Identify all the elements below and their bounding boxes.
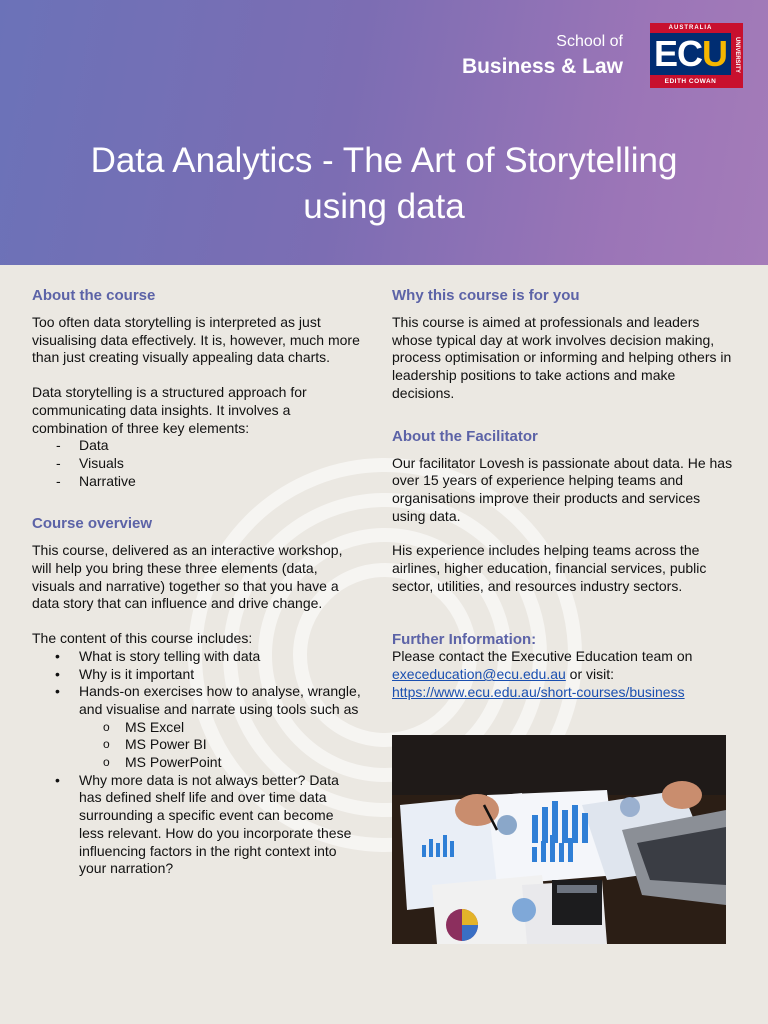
tool-item: o MS Excel <box>125 719 362 737</box>
logo-letter-u: U <box>702 33 727 74</box>
ecu-logo <box>650 23 743 88</box>
course-overview-heading: Course overview <box>32 515 153 533</box>
school-name: Business & Law <box>461 55 623 78</box>
logo-bottom-text: EDITH COWAN <box>650 75 731 88</box>
title-line-2: using data <box>303 187 465 226</box>
why-course-heading: Why this course is for you <box>392 287 580 304</box>
facilitator-para-1: Our facilitator Lovesh is passionate about data. He has over 15 years of experience helping teams and organisations improve their products and services using data. <box>392 454 733 524</box>
or-visit-text: or visit: <box>565 666 615 683</box>
right-column <box>392 287 737 702</box>
course-overview-para-1: This course, delivered as an interactive workshop, will help you bring these three elements (data, visuals and narrative) together so that you have a data story that can influence and drive change. <box>32 542 343 612</box>
why-course-para: This course is aimed at professionals and leaders whose typical day at work involves decision making, process optimisation or informing and helping others in leadership positions to take actions and make decisions. <box>392 314 732 401</box>
list-item: • Why is it important <box>79 666 362 684</box>
about-course-heading: About the course <box>32 287 156 304</box>
list-item-text: Hands-on exercises how to analyse, wrangle, and visualise and narrate using tools such as <box>79 683 361 717</box>
logo-letters <box>650 33 731 75</box>
further-info-heading: Further Information: <box>392 631 537 649</box>
logo-letters-ec: EC <box>653 33 702 74</box>
list-item: - Visuals <box>56 455 362 473</box>
page-title <box>40 138 728 230</box>
logo-top-text: AUSTRALIA <box>650 23 731 33</box>
elements-list <box>56 437 362 490</box>
tool-item: o MS Power BI <box>125 736 362 754</box>
email-link[interactable]: execeducation@ecu.edu.au <box>392 666 566 683</box>
school-label: School of <box>556 33 623 50</box>
left-column <box>32 287 362 878</box>
list-item <box>79 683 362 772</box>
list-item: - Data <box>56 437 362 455</box>
list-item: • What is story telling with data <box>79 648 362 666</box>
logo-side-text: UNIVERSITY <box>731 23 743 88</box>
facilitator-heading: About the Facilitator <box>392 427 538 445</box>
title-line-1: Data Analytics - The Art of Storytelling <box>90 141 678 180</box>
header-banner <box>0 0 768 265</box>
tools-list <box>79 719 362 772</box>
course-content-list <box>32 648 362 878</box>
course-overview-para-2: The content of this course includes: <box>32 630 253 647</box>
list-item: - Narrative <box>56 473 362 491</box>
further-info-para <box>392 648 737 701</box>
facilitator-para-2: His experience includes helping teams across the airlines, higher education, financial services, public sector, utilities, and resources industry sectors. <box>392 542 707 594</box>
website-link[interactable]: https://www.ecu.edu.au/short-courses/business <box>392 683 685 700</box>
about-course-para-1: Too often data storytelling is interpreted as just visualising data effectively. It is, however, much more than just creating visually appealing data charts. <box>32 314 360 366</box>
about-course-para-2: Data storytelling is a structured approach for communicating data insights. It involves a combination of three key elements: <box>32 384 307 436</box>
data-analysis-photo <box>392 735 726 944</box>
list-item: • Why more data is not always better? Data has defined shelf life and over time data surrounding a specific event can become less relevant. How do you incorporate these influencing factors in the right context into your narration? <box>79 772 362 878</box>
tool-item: o MS PowerPoint <box>125 754 362 772</box>
further-info-text: Please contact the Executive Education team on <box>392 648 693 665</box>
